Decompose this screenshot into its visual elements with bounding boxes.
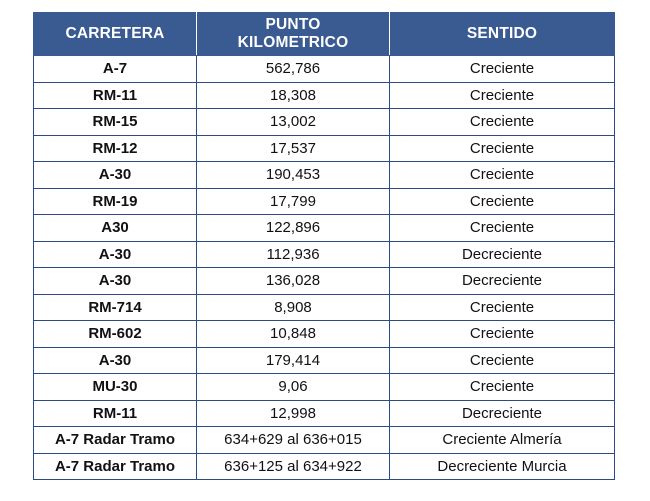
cell-kilometer-point: 10,848 bbox=[197, 321, 390, 348]
cell-kilometer-point: 636+125 al 634+922 bbox=[197, 453, 390, 480]
table-row bbox=[34, 215, 615, 242]
cell-road: RM-714 bbox=[34, 294, 197, 321]
cell-direction: Creciente bbox=[390, 215, 615, 242]
table-row bbox=[34, 321, 615, 348]
table-row bbox=[34, 427, 615, 454]
cell-road: A-7 Radar Tramo bbox=[34, 427, 197, 454]
header-punto-text: PUNTO bbox=[265, 16, 321, 33]
radar-locations-table bbox=[33, 12, 615, 480]
table-row bbox=[34, 162, 615, 189]
cell-road: RM-11 bbox=[34, 400, 197, 427]
cell-kilometer-point: 112,936 bbox=[197, 241, 390, 268]
cell-direction: Creciente bbox=[390, 294, 615, 321]
table-row bbox=[34, 188, 615, 215]
cell-road: RM-11 bbox=[34, 82, 197, 109]
cell-kilometer-point: 12,998 bbox=[197, 400, 390, 427]
table-body bbox=[34, 56, 615, 480]
cell-road: RM-602 bbox=[34, 321, 197, 348]
cell-road: A-7 bbox=[34, 56, 197, 83]
cell-direction: Creciente bbox=[390, 162, 615, 189]
cell-direction: Decreciente bbox=[390, 268, 615, 295]
table-row bbox=[34, 241, 615, 268]
table-header bbox=[34, 13, 615, 56]
cell-kilometer-point: 17,537 bbox=[197, 135, 390, 162]
cell-road: A-30 bbox=[34, 241, 197, 268]
cell-direction: Creciente bbox=[390, 135, 615, 162]
cell-direction: Creciente bbox=[390, 109, 615, 136]
cell-kilometer-point: 8,908 bbox=[197, 294, 390, 321]
cell-road: A-30 bbox=[34, 162, 197, 189]
cell-road: A30 bbox=[34, 215, 197, 242]
cell-direction: Decreciente bbox=[390, 400, 615, 427]
cell-direction: Creciente bbox=[390, 321, 615, 348]
cell-kilometer-point: 634+629 al 636+015 bbox=[197, 427, 390, 454]
table-row bbox=[34, 82, 615, 109]
header-kilometrico-text: KILOMETRICO bbox=[237, 34, 349, 51]
cell-road: RM-19 bbox=[34, 188, 197, 215]
cell-kilometer-point: 179,414 bbox=[197, 347, 390, 374]
table-row bbox=[34, 294, 615, 321]
cell-road: RM-15 bbox=[34, 109, 197, 136]
cell-direction: Creciente Almería bbox=[390, 427, 615, 454]
cell-kilometer-point: 9,06 bbox=[197, 374, 390, 401]
cell-kilometer-point: 190,453 bbox=[197, 162, 390, 189]
table-row bbox=[34, 453, 615, 480]
cell-road: A-30 bbox=[34, 268, 197, 295]
cell-road: MU-30 bbox=[34, 374, 197, 401]
cell-road: A-30 bbox=[34, 347, 197, 374]
cell-road: RM-12 bbox=[34, 135, 197, 162]
table-row bbox=[34, 268, 615, 295]
cell-direction: Creciente bbox=[390, 56, 615, 83]
header-row bbox=[34, 13, 615, 56]
cell-kilometer-point: 136,028 bbox=[197, 268, 390, 295]
cell-direction: Creciente bbox=[390, 82, 615, 109]
header-sentido-text: SENTIDO bbox=[466, 25, 538, 42]
cell-direction: Creciente bbox=[390, 347, 615, 374]
header-carretera bbox=[34, 13, 197, 56]
cell-direction: Creciente bbox=[390, 374, 615, 401]
table-row bbox=[34, 347, 615, 374]
cell-kilometer-point: 18,308 bbox=[197, 82, 390, 109]
header-sentido bbox=[390, 13, 615, 56]
header-punto-kilometrico bbox=[197, 13, 390, 56]
cell-kilometer-point: 13,002 bbox=[197, 109, 390, 136]
cell-direction: Decreciente bbox=[390, 241, 615, 268]
table-row bbox=[34, 400, 615, 427]
table-row bbox=[34, 374, 615, 401]
table-row bbox=[34, 56, 615, 83]
cell-direction: Decreciente Murcia bbox=[390, 453, 615, 480]
radar-locations-table-container bbox=[33, 12, 614, 480]
table-row bbox=[34, 135, 615, 162]
cell-direction: Creciente bbox=[390, 188, 615, 215]
header-carretera-text: CARRETERA bbox=[65, 25, 165, 42]
cell-kilometer-point: 122,896 bbox=[197, 215, 390, 242]
cell-road: A-7 Radar Tramo bbox=[34, 453, 197, 480]
cell-kilometer-point: 562,786 bbox=[197, 56, 390, 83]
cell-kilometer-point: 17,799 bbox=[197, 188, 390, 215]
table-row bbox=[34, 109, 615, 136]
